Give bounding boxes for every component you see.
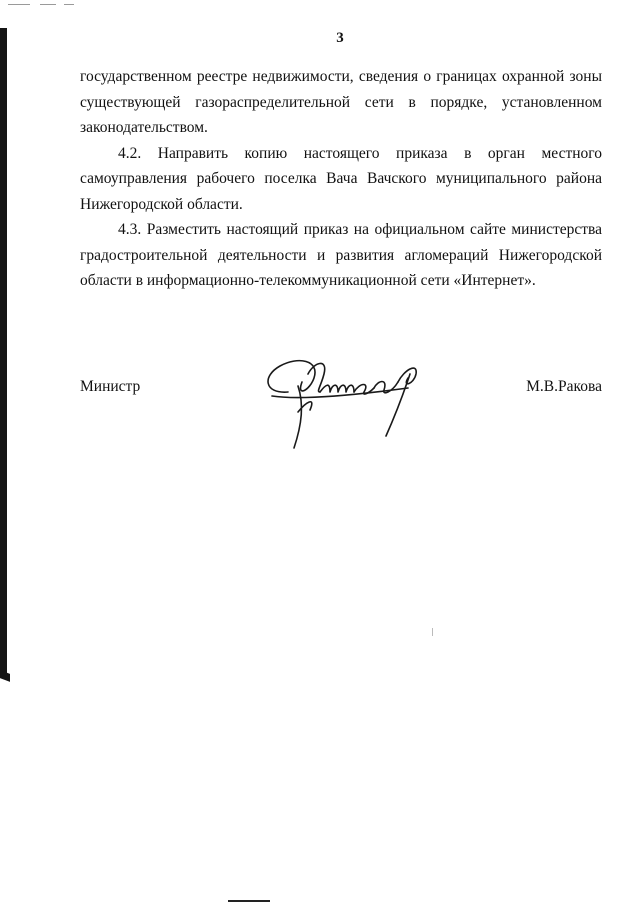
signatory-name: М.В.Ракова [526, 378, 602, 395]
signature-block [80, 376, 602, 466]
handwritten-signature [258, 352, 448, 462]
scan-border [0, 28, 7, 678]
scan-artifact [64, 4, 74, 5]
scan-artifact [40, 4, 56, 5]
scan-border-notch [0, 670, 10, 682]
scan-artifact [8, 4, 30, 5]
scan-artifact [228, 900, 270, 902]
scan-artifact [432, 628, 433, 636]
signatory-title: Министр [80, 378, 141, 395]
page-number: 3 [336, 30, 344, 46]
paragraph-item-4-3: 4.3. Разместить настоящий приказ на официальном сайте министерства градостроительной деятельности и развития агломераций Нижегородской области в информационно-телекоммуникационной сети «Интернет». [80, 221, 602, 289]
paragraph-item-4-2: 4.2. Направить копию настоящего приказа в орган местного самоуправления рабочего поселка Вача Вачского муниципального района Нижегородской области. [80, 144, 602, 213]
document-body [80, 64, 602, 294]
paragraph-continuation: государственном реестре недвижимости, сведения о границах охранной зоны существующей газораспределительной сети в порядке, установленном законодательством. [80, 68, 602, 136]
